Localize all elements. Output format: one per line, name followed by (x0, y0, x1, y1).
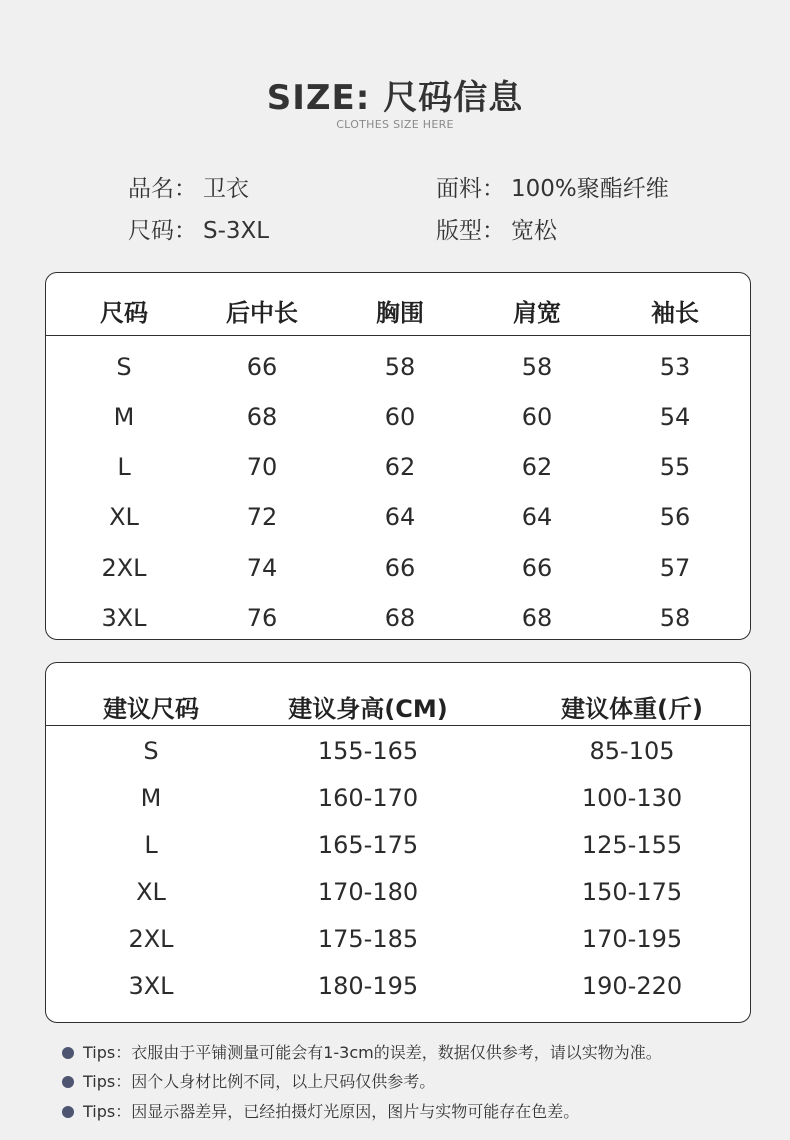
size-table-cell: 66 (384, 554, 416, 582)
size-table-cell: 2XL (101, 554, 147, 582)
size-table-cell: 58 (384, 353, 416, 381)
size-table-cell: 74 (246, 554, 278, 582)
size-table-cell: L (117, 453, 131, 481)
recommend-table-cell: 165-175 (317, 831, 419, 859)
info-sep: ： (174, 176, 197, 202)
size-table (45, 272, 751, 640)
size-table-cell: 70 (246, 453, 278, 481)
recommend-table-cell: M (140, 784, 162, 812)
recommend-table (45, 662, 751, 1023)
recommend-table-cell: 150-175 (581, 878, 683, 906)
bullet-icon (62, 1047, 74, 1059)
size-table-cell: S (116, 353, 132, 381)
tip-item (62, 1069, 435, 1092)
info-value: 100%聚酯纤维 (511, 176, 669, 202)
size-table-cell: 64 (384, 503, 416, 531)
recommend-table-cell: 155-165 (317, 737, 419, 765)
tip-item (62, 1040, 662, 1063)
recommend-table-cell: XL (136, 878, 166, 906)
recommend-table-cell: 170-180 (317, 878, 419, 906)
size-table-cell: 60 (384, 403, 416, 431)
size-table-cell: 68 (384, 604, 416, 632)
bullet-icon (62, 1076, 74, 1088)
recommend-table-cell: 125-155 (581, 831, 683, 859)
info-label: 版型 (436, 218, 482, 244)
size-table-cell: 66 (521, 554, 553, 582)
tip-text: Tips：因显示器差异，已经拍摄灯光原因，图片与实物可能存在色差。 (83, 1102, 580, 1121)
recommend-table-cell: 190-220 (581, 972, 683, 1000)
size-table-cell: M (113, 403, 135, 431)
size-table-cell: 68 (246, 403, 278, 431)
info-label: 尺码 (128, 218, 174, 244)
info-item-name (128, 170, 249, 203)
info-item-fit (436, 212, 557, 245)
info-label: 面料 (436, 176, 482, 202)
size-table-cell: 58 (659, 604, 691, 632)
header-divider (46, 725, 750, 726)
size-table-header: 尺码 (100, 299, 148, 327)
size-table-cell: 72 (246, 503, 278, 531)
info-item-fabric (436, 170, 669, 203)
info-value: 卫衣 (203, 176, 249, 202)
size-table-cell: 64 (521, 503, 553, 531)
bullet-icon (62, 1106, 74, 1118)
recommend-table-cell: 85-105 (589, 737, 675, 765)
size-table-cell: 58 (521, 353, 553, 381)
info-item-size (128, 212, 269, 245)
size-table-header: 胸围 (376, 299, 424, 327)
size-table-cell: XL (109, 503, 139, 531)
recommend-table-cell: L (144, 831, 158, 859)
size-table-cell: 56 (659, 503, 691, 531)
page-title: SIZE: 尺码信息 (266, 78, 524, 118)
recommend-table-cell: 175-185 (317, 925, 419, 953)
tip-item (62, 1099, 579, 1122)
info-sep: ： (482, 176, 505, 202)
size-table-header: 肩宽 (513, 299, 561, 327)
recommend-table-header: 建议体重(斤) (561, 695, 703, 723)
info-sep: ： (174, 218, 197, 244)
recommend-table-cell: 100-130 (581, 784, 683, 812)
recommend-table-cell: 160-170 (317, 784, 419, 812)
info-label: 品名 (128, 176, 174, 202)
recommend-table-cell: 180-195 (317, 972, 419, 1000)
size-table-cell: 68 (521, 604, 553, 632)
size-table-header: 袖长 (651, 299, 699, 327)
size-table-header: 后中长 (226, 299, 298, 327)
info-value: 宽松 (511, 218, 557, 244)
recommend-table-cell: 2XL (128, 925, 174, 953)
recommend-table-header: 建议身高(CM) (288, 695, 448, 723)
size-table-cell: 3XL (101, 604, 147, 632)
size-table-cell: 57 (659, 554, 691, 582)
recommend-table-cell: S (143, 737, 159, 765)
recommend-table-header: 建议尺码 (103, 695, 199, 723)
recommend-table-cell: 170-195 (581, 925, 683, 953)
size-table-cell: 55 (659, 453, 691, 481)
tip-text: Tips：因个人身材比例不同，以上尺码仅供参考。 (83, 1072, 436, 1091)
size-table-cell: 62 (384, 453, 416, 481)
tip-text: Tips：衣服由于平铺测量可能会有1-3cm的误差，数据仅供参考，请以实物为准。 (83, 1043, 662, 1062)
size-table-cell: 54 (659, 403, 691, 431)
header-divider (46, 335, 750, 336)
size-table-cell: 62 (521, 453, 553, 481)
size-table-cell: 60 (521, 403, 553, 431)
info-sep: ： (482, 218, 505, 244)
page-subtitle: CLOTHES SIZE HERE (336, 118, 454, 131)
size-table-cell: 76 (246, 604, 278, 632)
recommend-table-cell: 3XL (128, 972, 174, 1000)
size-table-cell: 66 (246, 353, 278, 381)
info-value: S-3XL (203, 218, 270, 244)
size-table-cell: 53 (659, 353, 691, 381)
